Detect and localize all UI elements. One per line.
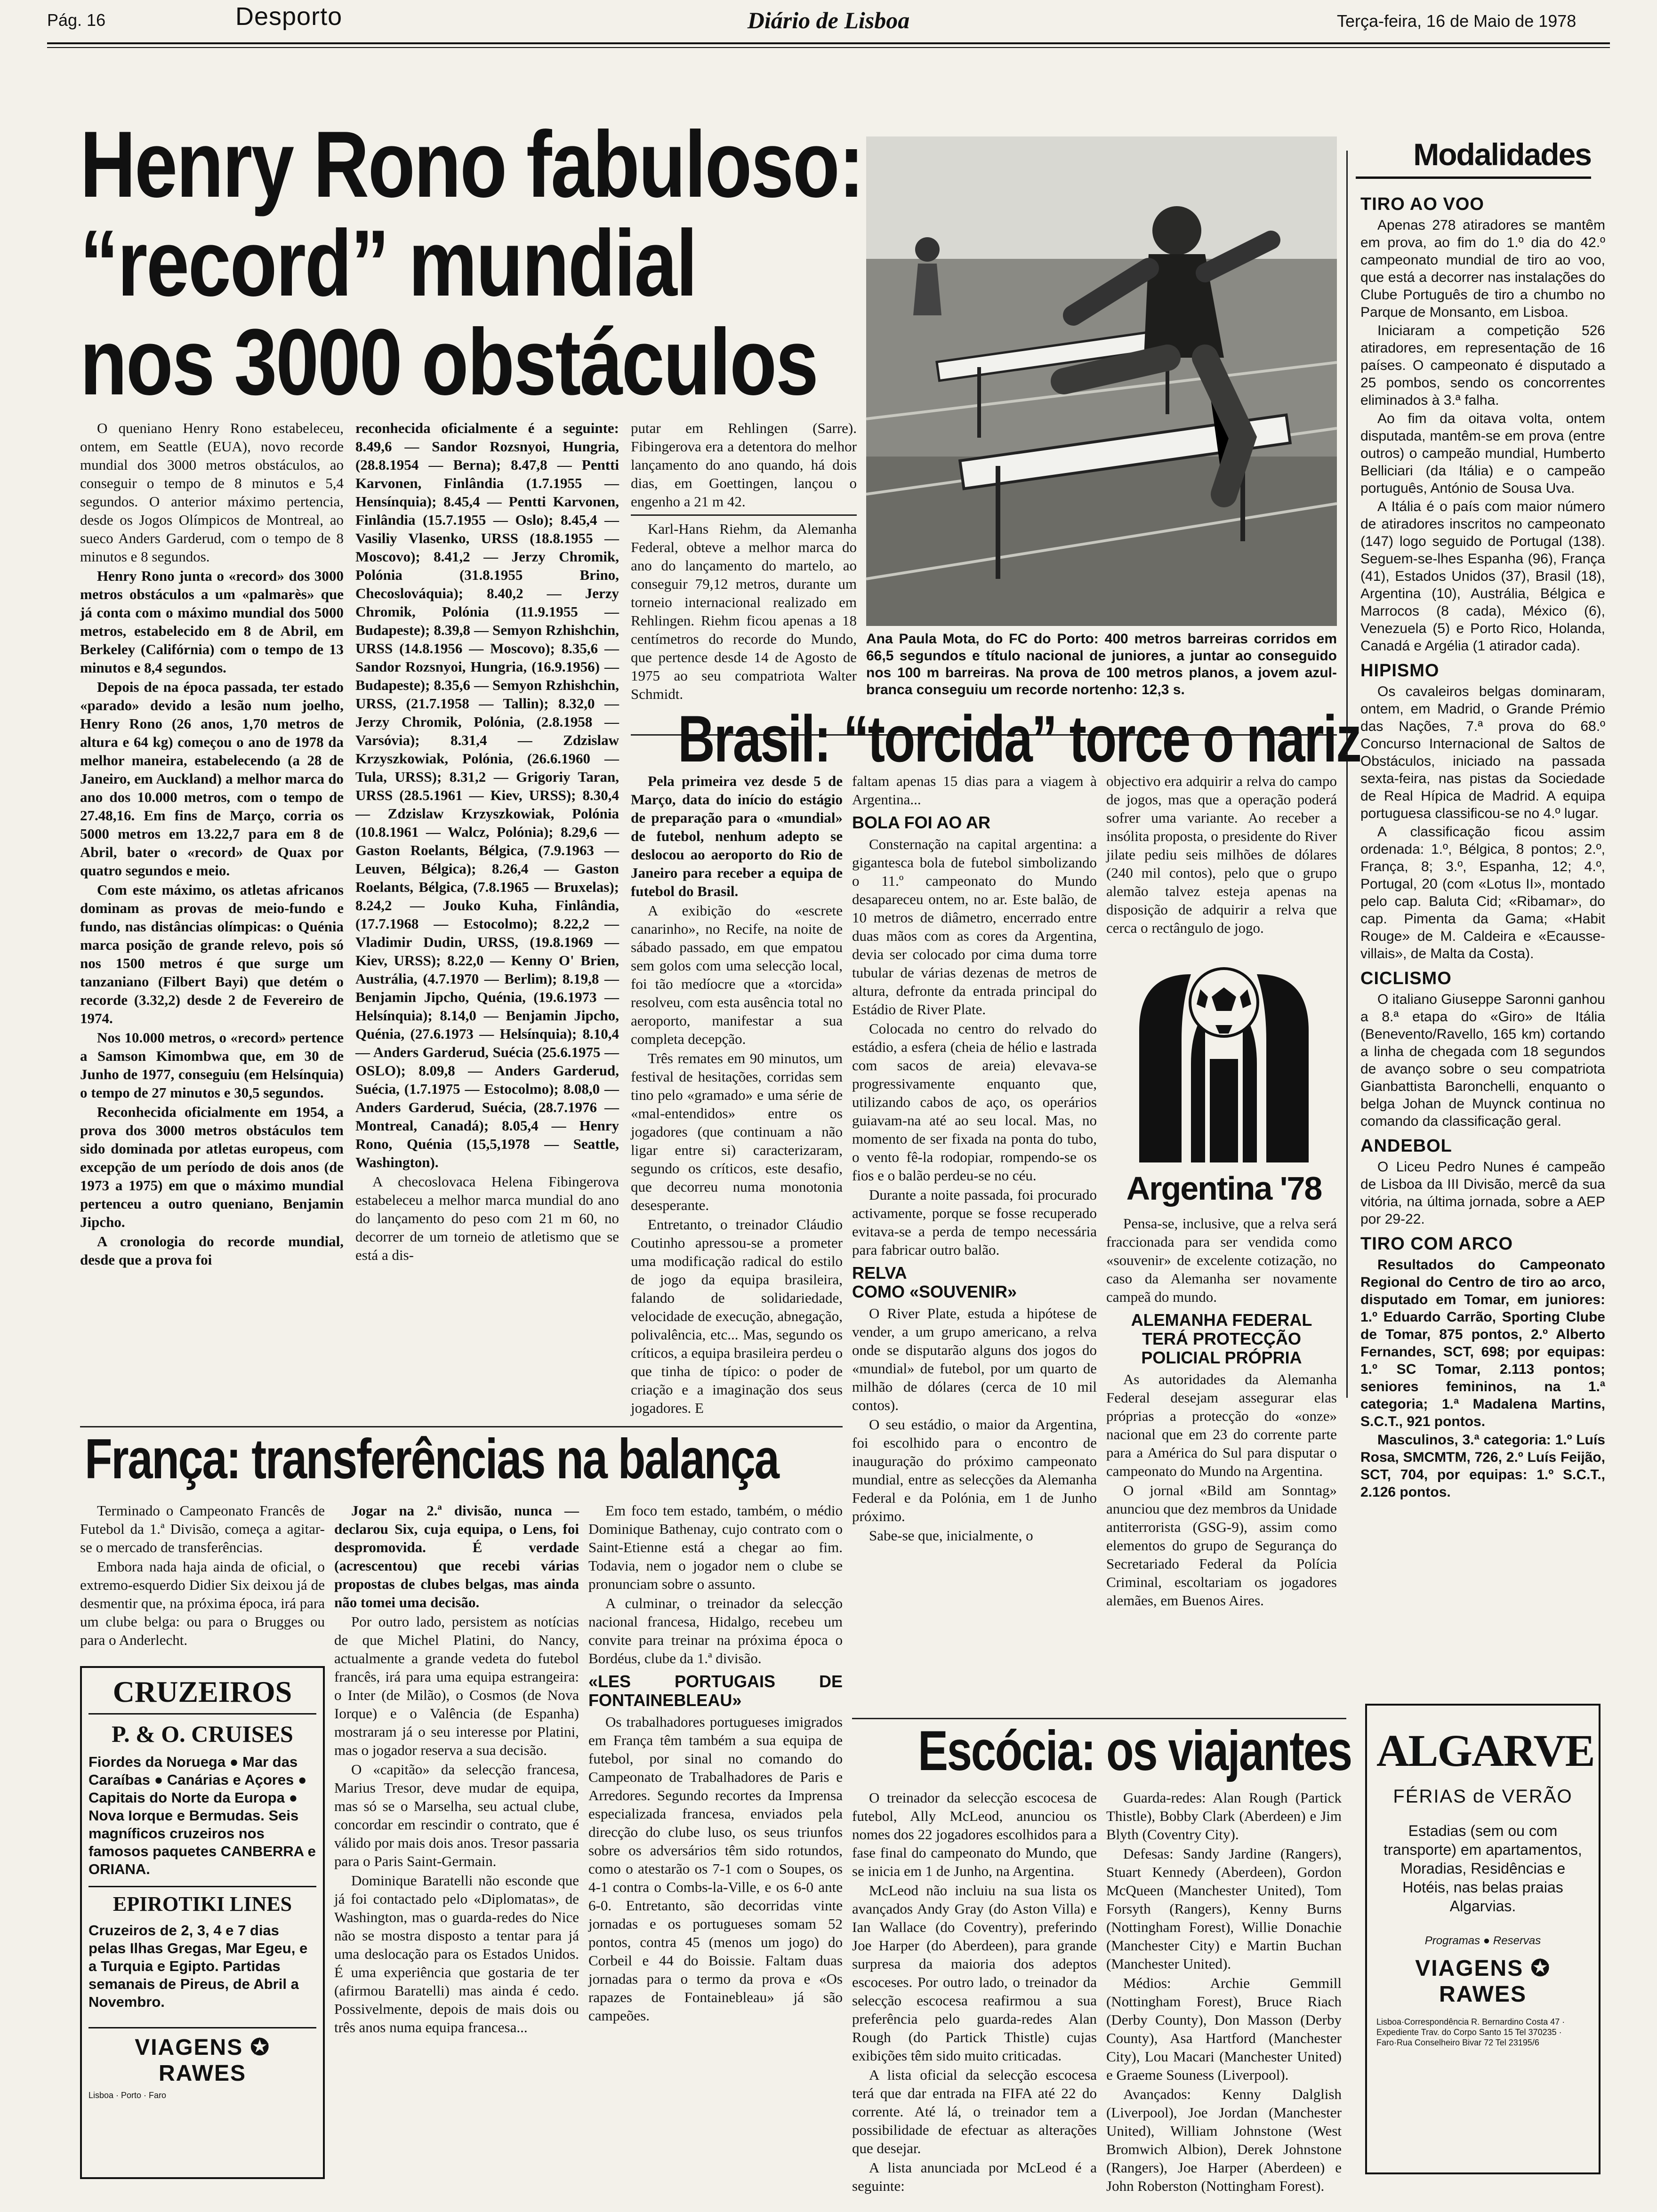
escocia-paragraph: Defesas: Sandy Jardine (Rangers), Stuart Kennedy (Aberdeen), Gordon McQueen (Manchester United), Tom Forsyth (Rangers), Kenny Burns (Nottingham Forest), Willie Donachie (Manchester City) e Martin Buchan (Manchester United).	[1106, 1845, 1342, 1972]
franca-headline: França: transferências na balança	[85, 1427, 779, 1491]
franca-paragraph: Jogar na 2.ª divisão, nunca — declarou Six, cuja equipa, o Lens, foi despromovida. É verdade (acrescentou) que recebi várias propostas de clubes belgas, mas ainda não tomei uma decisão.	[334, 1502, 579, 1611]
algarve-ad-logo: VIAGENS ✪ RAWES	[1415, 1956, 1551, 2007]
argentina-78-logo	[1111, 946, 1337, 1210]
brasil-paragraph: O seu estádio, o maior da Argentina, foi escolhido para o encontro de inauguração do próximo campeonato mundial, entre as selecções da Alemanha Federal e da Polónia, em 1 de Junho próximo.	[852, 1416, 1097, 1524]
franca-paragraph: Dominique Baratelli não esconde que já foi contactado pelo «Diplomatas», de Washington, mas o guarda-redes do Nice não se mostra disposto a tentar para já uma deslocação para os Estados Unidos. É uma experiência que gostaria de ter (afirmou Baratelli) mas ainda é cedo. Possivelmente, depois de mais dois ou três anos numa equipa francesa...	[334, 1872, 579, 2036]
brasil-paragraph: Sabe-se que, inicialmente, o	[869, 1527, 1033, 1544]
masthead-rule-thin	[47, 47, 1610, 48]
rono-paragraph: Depois de na época passada, ter estado «parado» devido a lesão num joelho, Henry Rono (26 anos, 1,70 metros de altura e 64 kg) começou o ano de 1978 da melhor maneira, estabelecendo (a 28 de Janeiro, em Auckland) a melhor marca do ano dos 10.000 metros, com o tempo de 27.48,16. Em fins de Março, corria os 5000 metros em 13.22,7 para em 8 de Abril, bater o «record» de Quax por quatro segundos e meio.	[80, 679, 344, 879]
escocia-headline: Escócia: os viajantes	[918, 1719, 1351, 1782]
tiro-paragraph: Iniciaram a competição 526 atiradores, em representação de 16 países. O campeonato é disputado a 25 pombos, sendo os concorrentes eliminados à 3.ª falha.	[1360, 323, 1605, 408]
brasil-headline: Brasil: “torcida” torce o nariz	[678, 702, 1361, 776]
cruzeiros-ad-body-2: Cruzeiros de 2, 3, 4 e 7 dias pelas Ilhas Gregas, Mar Egeu, e a Turquia e Egipto. Partidas semanais de Pireus, de Abril a Novembro.	[88, 1922, 308, 2010]
ciclismo-heading: CICLISMO	[1360, 969, 1452, 988]
brasil-paragraph: Três remates em 90 minutos, um festival de hesitações, corridas sem tino pelo «gramado» e uma série de «mal-entendidos» entre os jogadores (que continuam a não ligar entre si) caracterizaram, segundo os críticos, este desafio, que decorreu numa monotonia desesperante.	[631, 1050, 843, 1213]
franca-paragraph: A culminar, o treinador da selecção nacional francesa, Hidalgo, recebeu um convite para treinar na próxima época o Bordéus, clube da 1.ª divisão.	[588, 1595, 843, 1667]
page-number: Pág. 16	[47, 10, 106, 30]
arco-paragraph: Masculinos, 3.ª categoria: 1.º Luís Rosa, SMCMTM, 726, 2.º Luís Feijão, SCT, 704, por equipas: 1.º S.C.T., 2.126 pontos.	[1360, 1432, 1605, 1500]
rono-paragraph: O queniano Henry Rono estabeleceu, ontem, em Seattle (EUA), novo recorde mundial dos 3000 metros obstáculos, ao conseguir o tempo de 8 minutos e 5,4 segundos. O anterior máximo pertencia, desde os Jogos Olímpicos de Montreal, ao sueco Anders Garderud, com o tempo de 8 minutos e 8 segundos.	[80, 420, 344, 565]
brasil-column-1	[631, 772, 843, 1421]
brasil-paragraph: objectivo era adquirir a relva do campo de jogos, mas que a operação poderá sofrer uma variante. Ao receber a insólita proposta, o presidente do River jilate pediu seis milhões de dólares (240 mil contos), pelo que o grupo alemão talvez esteja apenas na disposição de adquirir a relva que cerca o rectângulo de jogo.	[1106, 773, 1337, 936]
rono-paragraph: Reconhecida oficialmente em 1954, a prova dos 3000 metros obstáculos tem sido dominada por atletas europeus, com excepção de um período de dois anos (de 1973 a 1975) em que o máximo mundial pertenceu a outro queniano, Benjamin Jipcho.	[80, 1104, 344, 1230]
franca-column-2	[334, 1501, 579, 2179]
newspaper-name: Diário de Lisboa	[747, 7, 910, 33]
section-name: Desporto	[235, 2, 343, 31]
rono-headline-line-3: nos 3000 obstáculos	[80, 310, 818, 415]
brasil-paragraph: Pela primeira vez desde 5 de Março, data do início do estágio de preparação para o «mundial» de futebol, nenhum adepto se deslocou ao aeroporto do Rio de Janeiro para receber a equipa de futebol do Brasil.	[631, 773, 843, 899]
brasil-paragraph: O jornal «Bild am Sonntag» anunciou que dez membros da Unidade antiterrorista (GSG-9), assim como elementos do grupo de Segurança do Secretariado Federal da Polícia Criminal, escoltariam os jogadores alemães, em Buenos Aires.	[1106, 1482, 1337, 1609]
rono-paragraph: A checoslovaca Helena Fibingerova estabeleceu a melhor marca mundial do ano do lançamento do peso com 21 m 60, no decorrer de um torneio de atletismo que se está a dis-	[355, 1173, 619, 1263]
rono-paragraph: Henry Rono junta o «record» dos 3000 metros obstáculos a um «palmarès» que já conta com o máximo mundial dos 5000 metros, estabelecido em 8 de Abril, em Berkeley (Califórnia) com o tempo de 13 minutos e 8,4 segundos.	[80, 568, 344, 676]
tiro-paragraph: Apenas 278 atiradores se mantêm em prova, ao fim do 1.º dia do 42.º campeonato mundial de tiro ao voo, que está a decorrer nas instalações do Clube Português de tiro a chumbo no Parque de Monsanto, em Lisboa.	[1360, 217, 1605, 320]
cruzeiros-ad-subtitle: P. & O. CRUISES	[112, 1721, 293, 1747]
escocia-paragraph: A lista oficial da selecção escocesa terá que dar entrada na FIFA até 22 do corrente. Até lá, o treinador tem a possibilidade de efectuar as alterações que desejar.	[852, 2067, 1097, 2156]
escocia-column-2	[1106, 1788, 1342, 2194]
cruzeiros-ad-subtitle-2: EPIROTIKI LINES	[88, 1886, 316, 1916]
cruzeiros-ad	[80, 1666, 325, 2179]
franca-column-1	[80, 1501, 325, 1661]
brasil-column-3-top	[1106, 772, 1337, 941]
cruzeiros-ad-body: Fiordes da Noruega ● Mar das Caraíbas ● Canárias e Açores ● Capitais do Norte da Europa ● Nova Iorque e Bermudas. Seis magníficos cruzeiros nos famosos paquetes CANBERRA e ORIANA.	[88, 1754, 316, 1877]
modalidades-title: Modalidades	[1356, 136, 1591, 179]
rono-paragraph: putar em Rehlingen (Sarre). Fibingerova era a detentora do melhor lançamento do ano quando, há dois dias, em Goettingen, lançou o engenho a 21 m 42.	[631, 420, 857, 510]
escocia-paragraph: Guarda-redes: Alan Rough (Partick Thistle), Bobby Clark (Aberdeen) e Jim Blyth (Coventry City).	[1106, 1789, 1342, 1843]
column-divider	[631, 514, 857, 516]
rono-column-3	[631, 419, 857, 720]
relva-heading: RELVA	[852, 1263, 907, 1282]
arco-paragraph: Resultados do Campeonato Regional do Centro de tiro ao arco, disputado em Tomar, em juniores: 1.º Eduardo Carrão, Sporting Clube de Tomar, 875 pontos, 2.º Alberto Fernandes, SCT, 698; por equipas: 1.º SC Tomar, 2.113 pontos; seniores femininos, na 1.ª categoria; 1.ª Madalena Martins, S.C.T., 921 pontos.	[1360, 1257, 1605, 1429]
issue-date: Terça-feira, 16 de Maio de 1978	[1337, 11, 1577, 31]
souvenir-heading: COMO «SOUVENIR»	[852, 1282, 1017, 1301]
andebol-heading: ANDEBOL	[1360, 1136, 1452, 1156]
argentina-78-label: Argentina '78	[1126, 1170, 1322, 1207]
hipismo-paragraph: Os cavaleiros belgas dominaram, ontem, em Madrid, o Grande Prémio das Nações, 7.ª prova do 68.º Concurso Internacional de Saltos de Obstáculos, iniciado na passada sexta-feira, nas pistas da Sociedade de Real Hípica de Madrid. A equipa portuguesa classificou-se no 4.º lugar.	[1360, 684, 1605, 821]
algarve-ad-small: Programas ● Reservas	[1424, 1934, 1541, 1947]
tiro-paragraph: A Itália é o país com maior número de atiradores inscritos no campeonato (147) logo seguido de Portugal (138). Seguem-se-lhes Espanha (96), França (41), Estados Unidos (37), Brasil (18), Argentina (10), Austrália, Bélgica e Marrocos (8 cada), México (6), Venezuela (5) e Porto Rico, Holanda, Canadá e Argélia (1 atirador cada).	[1360, 499, 1605, 654]
alemanha-heading: ALEMANHA FEDERAL TERÁ PROTECÇÃO POLICIAL PRÓPRIA	[1131, 1310, 1312, 1367]
hurdler-photo-illustration	[866, 136, 1337, 626]
rono-column-2	[355, 419, 619, 1421]
bola-foi-ao-ar-heading: BOLA FOI AO AR	[852, 813, 990, 832]
rono-headline-line-2: “record” mundial	[80, 211, 697, 316]
hurdler-photo	[866, 136, 1337, 626]
rono-headline-line-1: Henry Rono fabuloso:	[80, 112, 863, 217]
escocia-paragraph: O treinador da selecção escocesa de futebol, Ally McLeod, anunciou os nomes dos 22 jogadores escolhidos para a fase final do campeonato do Mundo, que se inicia em 1 de Junho, na Argentina.	[852, 1789, 1097, 1879]
algarve-ad-address: Lisboa·Correspondência R. Bernardino Costa 47 · Expediente Trav. do Corpo Santo 15 Tel 370235 · Faro·Rua Conselheiro Bivar 72 Tel 23195/6	[1376, 2017, 1565, 2047]
brasil-paragraph: Consternação na capital argentina: a gigantesca bola de futebol simbolizando o 11.º campeonato do Mundo desapareceu ontem, no ar. Este balão, de 10 metros de diâmetro, encerrado entre duas mãos com as cores da Argentina, devia ser colocado por cima duma torre tubular de várias dezenas de metros de altura, defronte da entrada principal do Estádio de River Plate.	[852, 836, 1097, 1018]
brasil-column-3-bottom	[1106, 1214, 1337, 1713]
franca-paragraph: Os trabalhadores portugueses imigrados em França têm também a sua equipa de futebol, por sinal no comando do Campeonato de Trabalhadores de Paris e Arredores. Segundo recortes da Imprensa especializada francesa, enviados pela direcção do clube luso, os seus triunfos sobre os adversários têm sido rotundos, como o atestarão os 7-1 com o Soupes, os 4-1 contra o Combs-la-Ville, e os 6-0 ante 6-0. Entretanto, são decorridas vinte jornadas e os portugueses somam 52 pontos, contra 45 (menos um jogo) do Corbeil e 44 do Boissie. Faltam duas jornadas para o termo da prova e «Os rapazes de Fontainebleau» já são campeões.	[588, 1714, 843, 2024]
algarve-ad	[1365, 1704, 1601, 2174]
cruzeiros-ad-address: Lisboa · Porto · Faro	[88, 2091, 167, 2100]
escocia-paragraph: A lista anunciada por McLeod é a seguinte:	[852, 2159, 1097, 2194]
franca-paragraph: Em foco tem estado, também, o médio Dominique Bathenay, cujo contrato com o Saint-Etienne está a chegar ao fim. Todavia, nem o jogador nem o clube se pronunciam sobre o assunto.	[588, 1502, 843, 1592]
algarve-ad-title: ALGARVE	[1376, 1725, 1594, 1776]
brasil-paragraph: Colocada no centro do relvado do estádio, a esfera (cheia de hélio e lastrada com sacos de areia) elevava-se progressivamente enquanto que, utilizando cabos de aço, os operários guiavam-na até ao seu local. Mas, no momento de ser fixada na ponta do tubo, o vento fê-la rodopiar, rompendo-se os fios e o balão perdeu-se no céu.	[852, 1020, 1097, 1184]
argentina-78-emblem	[1111, 946, 1337, 1162]
escocia-paragraph: McLeod não incluiu na sua lista os avançados Andy Gray (do Aston Villa) e Ian Wallace (do Coventry), preferindo Joe Harper (do Aberdeen), para grande surpresa da maioria dos adeptos escoceses. Por outro lado, o treinador da selecção escocesa reafirmou a sua preferência pelo guarda-redes Alan Rough (do Partick Thistle) cujas exibições têm sido muito criticadas.	[852, 1882, 1097, 2064]
tiro-com-arco-heading: TIRO COM ARCO	[1360, 1234, 1513, 1254]
rono-paragraph: A cronologia do recorde mundial, desde que a prova foi	[80, 1233, 344, 1268]
brasil-paragraph: As autoridades da Alemanha Federal desejam assegurar elas próprias a protecção do «onze» nacional que em 23 do corrente parte para a América do Sul para disputar o campeonato do Mundo na Argentina.	[1106, 1371, 1337, 1479]
franca-paragraph: Embora nada haja ainda de oficial, o extremo-esquerdo Didier Six deixou já de desmentir que, na próxima época, irá para um clube belga: ou para o Brugges ou para o Anderlecht.	[80, 1558, 325, 1648]
modalidades-column	[1360, 188, 1605, 1500]
escocia-column-1	[852, 1788, 1097, 2194]
brasil-paragraph: Durante a noite passada, foi procurado activamente, porque se fosse recuperado evitava-se a perda de tempo necessária para fabricar outro balão.	[852, 1186, 1097, 1258]
brasil-paragraph: Entretanto, o treinador Cláudio Coutinho apressou-se a prometer uma modificação radical do estilo de jogo da equipa brasileira, falando de solidariedade, velocidade de execução, abnegação, polivalência, etc... Mas, segundo os críticos, a equipa brasileira perdeu o que tinha de típico: o poder de criação e a imaginação dos seus jogadores. E	[631, 1216, 843, 1416]
brasil-paragraph: Pensa-se, inclusive, que a relva será fraccionada para ser vendida como «souvenir» de excelente cotização, no caso da Alemanha ser novamente campeã do mundo.	[1106, 1215, 1337, 1305]
tiro-paragraph: Ao fim da oitava volta, ontem disputada, mantêm-se em prova (entre outros) o campeão mundial, Humberto Belliciari (da Itália) e o campeão português, António de Sousa Uva.	[1360, 411, 1605, 496]
algarve-ad-body: Estadias (sem ou com transporte) em apartamentos, Moradias, Residências e Hotéis, nas belas praias Algarvias.	[1384, 1822, 1582, 1915]
franca-paragraph: Terminado o Campeonato Francês de Futebol da 1.ª Divisão, começa a agitar-se o mercado de transferências.	[80, 1502, 325, 1555]
rono-column-1	[80, 419, 344, 1421]
escocia-paragraph: Avançados: Kenny Dalglish (Liverpool), Joe Jordan (Manchester United), William Johnstone (West Bromwich Albion), Derek Johnstone (Rangers), Joe Harper (Aberdeen) e John Roberston (Nottingham Forest).	[1106, 2086, 1342, 2194]
andebol-paragraph: O Liceu Pedro Nunes é campeão de Lisboa da III Divisão, mercê da sua vitória, na última jornada, sobre a AEP por 29-22.	[1360, 1159, 1605, 1227]
algarve-ad-subtitle: FÉRIAS de VERÃO	[1393, 1786, 1573, 1807]
masthead-rule	[47, 42, 1610, 44]
franca-paragraph: Por outro lado, persistem as notícias de que Michel Platini, do Nancy, actualmente a grande vedeta do futebol francês, irá para uma equipa estrangeira: o Inter (de Milão), o Cosmos (de Nova Iorque) e o Valência (de Espanha) mostraram já o seu interesse por Platini, mas o jogador reserva a sua decisão.	[334, 1613, 579, 1758]
photo-caption: Ana Paula Mota, do FC do Porto: 400 metros barreiras corridos em 66,5 segundos e título nacional de juniores, a juntar ao conseguido nos 100 m barreiras. Na prova de 100 metros planos, a jovem azul-branca conseguiu um recorde nortenho: 12,3 s.	[866, 631, 1337, 697]
rono-paragraph: Com este máximo, os atletas africanos dominam as provas de meio-fundo e fundo, nas distâncias olímpicas: o Quénia marca posição de grande relevo, pois só nos 1500 metros é que surge um tanzaniano (Filbert Bayi) que detém o recorde (3.32,2) desde 2 de Fevereiro de 1974.	[80, 882, 344, 1026]
rono-paragraph: Karl-Hans Riehm, da Alemanha Federal, obteve a melhor marca do ano do lançamento do martelo, ao conseguir 79,12 metros, durante um torneio internacional realizado em Rehlingen. Riehm ficou apenas a 18 centímetros do recorde do Mundo, que pertence desde 14 de Agosto de 1975 ao seu compatriota Walter Schmidt.	[631, 521, 857, 702]
brasil-paragraph: A exibição do «escrete canarinho», no Recife, na noite de sábado passado, em que empatou sem golos com uma selecção local, foi tão medíocre que a «torcida» resolveu, com esta ausência total no aeroporto, manifestar a sua completa decepção.	[631, 902, 843, 1047]
ciclismo-paragraph: O italiano Giuseppe Saronni ganhou a 8.ª etapa do «Giro» de Itália (Benevento/Ravello, 165 km) cortando a linha de chegada com 18 segundos de avanço sobre o seu compatriota Gianbattista Baronchelli, enquanto o belga Johan de Muynck continua no comando da classificação geral.	[1360, 992, 1605, 1129]
tiro-ao-voo-heading: TIRO AO VOO	[1360, 194, 1484, 214]
franca-column-3	[588, 1501, 843, 2179]
rono-record-chronology: reconhecida oficialmente é a seguinte: 8.49,6 — Sandor Rozsnyoi, Hungria, (28.8.1954 — Berna); 8.47,8 — Pentti Karvonen, Finlândia (1.7.1955 — Hensínquia); 8.45,4 — Pentti Karvonen, Finlândia (15.7.1955 — Oslo); 8.45,4 — Vasiliy Vlasenko, URSS (18.8.1955 — Moscovo); 8.41,2 — Jerzy Chromik, Polónia (31.8.1955 Brino, Checoslováquia); 8.40,2 — Jerzy Chromik, Polónia (11.9.1955 — Budapeste); 8.39,8 — Semyon Rzhishchin, URSS (14.8.1956 — Moscovo); 8.35,6 — Sandor Rozsnyoi, Hungria, (16.9.1956) — Budapeste); 8.35,6 — Semyon Rzhishchin, URSS, (21.7.1958 — Tallin); 8.32,0 — Jerzy Chromik, Polónia, (2.8.1958 — Varsóvia); 8.31,4 — Zdzislaw Krzyszkowiak, Polónia, (26.6.1960 — Tula, URSS); 8.31,2 — Grigoriy Taran, URSS (28.5.1961 — Kiev, URSS); 8.30,4 — Zdzislaw Krzyszkowiak, Polónia (10.8.1961 — Walcz, Polónia); 8.29,6 — Gaston Roelants, Bélgica, (7.9.1963 — Leuven, Bélgica); 8.26,4 — Gaston Roelants, Bélgica, (7.8.1965 — Bruxelas); 8.24,2 — Jouko Kuha, Finlândia, (17.7.1968 — Estocolmo); 8.22,2 — Vladimir Dudin, URSS, (19.8.1969 — Kiev, URSS); 8.22,0 — Kenny O' Brien, Austrália, (4.7.1970 — Berlim); 8.19,8 — Benjamin Jipcho, Quénia, (19.6.1973 — Helsínquia); 8.14,0 — Benjamin Jipcho, Quénia, (27.6.1973 — Helsínquia); 8.10,4 — Anders Garderud, Suécia (25.6.1975 — OSLO); 8.09,8 — Anders Garderud, Suécia, (1.7.1975 — Estocolmo); 8.08,0 — Anders Garderud, Suécia, (28.7.1976 — Montreal, Canadá); 8.05,4 — Henry Rono, Quénia (15,5,1978 — Seattle, Washington).	[355, 420, 619, 1170]
franca-paragraph: O «capitão» da selecção francesa, Marius Tresor, deve mudar de equipa, mas só se o Marselha, seu actual clube, concordar em rescindir o contrato, que é válido por mais dois anos. Tresor passaria para o Paris Saint-Germain.	[334, 1761, 579, 1869]
rono-paragraph: Nos 10.000 metros, o «record» pertence a Samson Kimombwa que, em 30 de Junho de 1977, conseguiu (em Helsínquia) o tempo de 27 minutos e 30,5 segundos.	[80, 1029, 344, 1101]
portugais-heading: «LES PORTUGAIS DE FONTAINEBLEAU»	[588, 1672, 843, 1710]
cruzeiros-ad-title: CRUZEIROS	[88, 1675, 316, 1715]
brasil-paragraph: faltam apenas 15 dias para a viagem à Argentina...	[852, 773, 1097, 808]
hipismo-paragraph: A classificação ficou assim ordenada: 1.º, Bélgica, 8 pontos; 2.º, França, 8; 3.º, Espanha, 12; 4.º, Portugal, 20 (com «Lotus II», montado pelo cap. Baluta Cid; «Ribamar», do cap. Pimenta da Gama; «Habit Rouge» de M. Caldeira e «Ecausse-villais», de Malta da Costa).	[1360, 824, 1605, 962]
cruzeiros-ad-logo: VIAGENS ✪ RAWES	[88, 2027, 316, 2086]
hipismo-heading: HIPISMO	[1360, 661, 1440, 681]
escocia-paragraph: Médios: Archie Gemmill (Nottingham Forest), Bruce Riach (Derby County), Don Masson (Derby County), Asa Hartford (Manchester City), Lou Macari (Manchester United) e Graeme Souness (Liverpool).	[1106, 1975, 1342, 2083]
brasil-paragraph: O River Plate, estuda a hipótese de vender, a um grupo americano, a relva onde se disputarão alguns dos jogos do «mundial» de futebol, por um quarto de milhão de dólares (cerca de 10 mil contos).	[852, 1305, 1097, 1413]
brasil-column-2	[852, 772, 1097, 1713]
